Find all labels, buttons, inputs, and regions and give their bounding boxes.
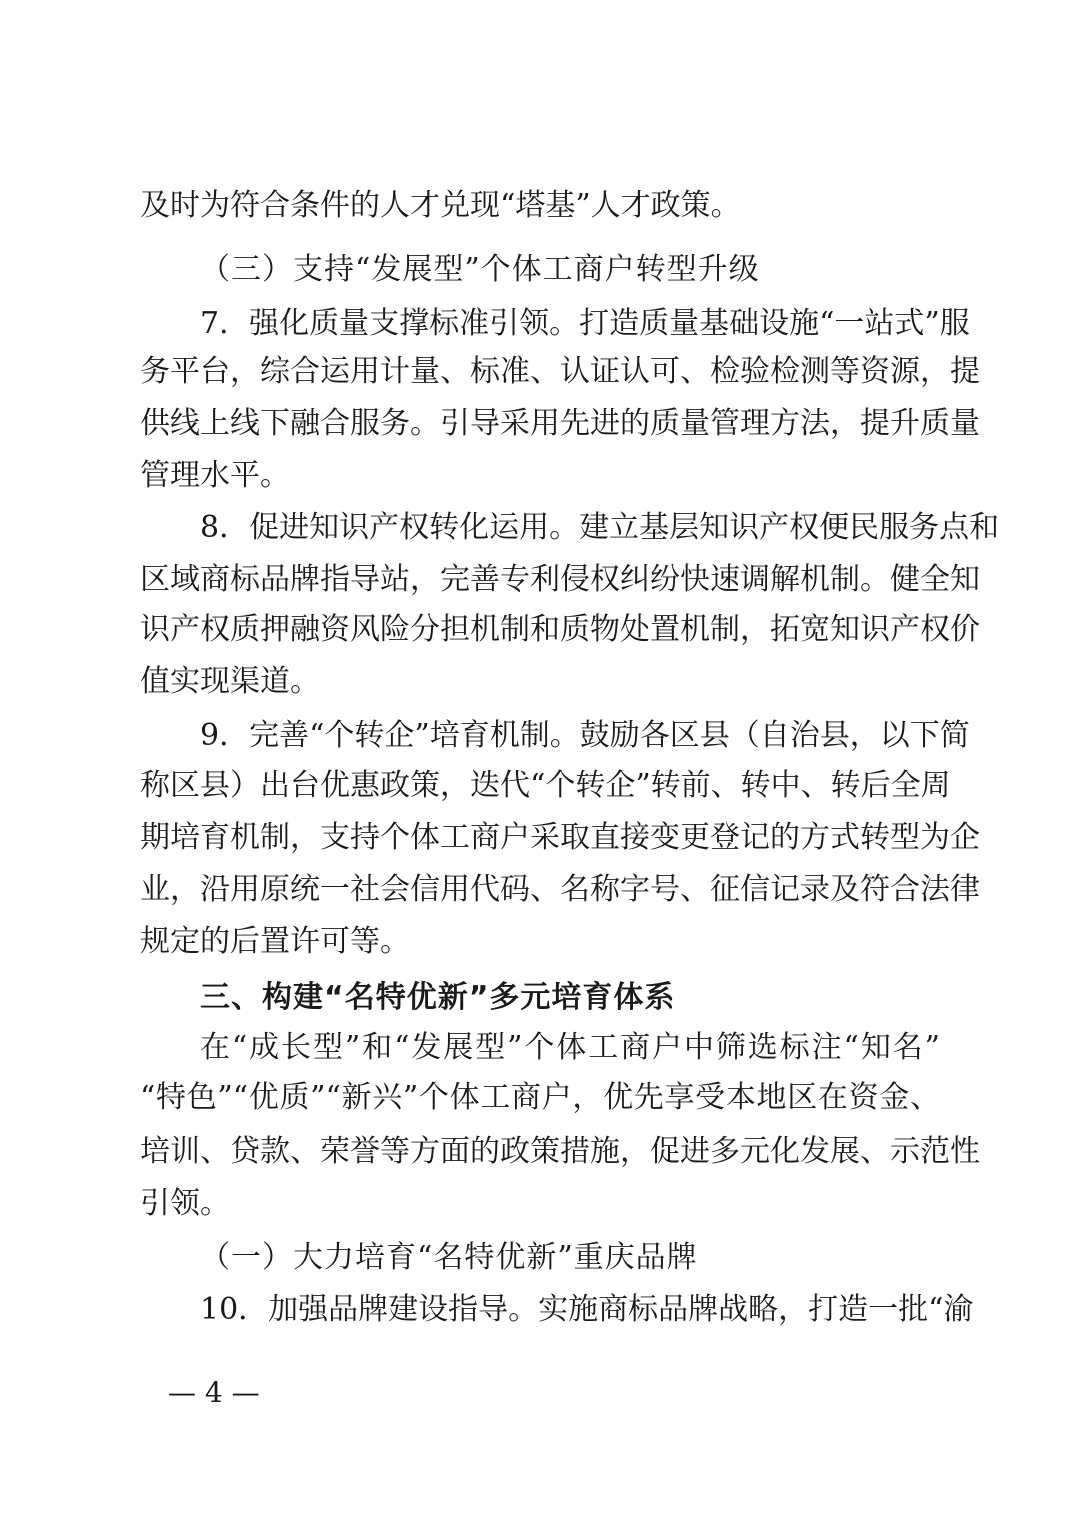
chapter-heading: 三、构建“名特优新”多元培育体系 <box>200 980 676 1015</box>
paragraph-line: 期培育机制，支持个体工商户采取直接变更登记的方式转型为企 <box>140 820 980 855</box>
text-line: 及时为符合条件的人才兑现“塔基”人才政策。 <box>140 188 741 223</box>
paragraph-line: 供线上线下融合服务。引导采用先进的质量管理方法，提升质量 <box>140 406 980 441</box>
paragraph-line: 区域商标品牌指导站，完善专利侵权纠纷快速调解机制。健全知 <box>140 562 980 597</box>
paragraph-line: 业，沿用原统一社会信用代码、名称字号、征信记录及符合法律 <box>140 872 980 907</box>
paragraph-line: 8．促进知识产权转化运用。建立基层知识产权便民服务点和 <box>200 510 1000 545</box>
paragraph-line: 规定的后置许可等。 <box>140 924 410 959</box>
paragraph-line: 称区县）出台优惠政策，迭代“个转企”转前、转中、转后全周 <box>140 768 951 803</box>
paragraph-line: 值实现渠道。 <box>140 664 320 699</box>
section-heading: （三）支持“发展型”个体工商户转型升级 <box>200 252 760 287</box>
page-number: — 4 — <box>168 1376 260 1409</box>
paragraph-line: 10．加强品牌建设指导。实施商标品牌战略，打造一批“渝 <box>200 1292 974 1327</box>
paragraph-line: 在“成长型”和“发展型”个体工商户中筛选标注“知名” <box>200 1030 940 1065</box>
paragraph-line: 管理水平。 <box>140 458 290 493</box>
paragraph-line: “特色”“优质”“新兴”个体工商户，优先享受本地区在资金、 <box>140 1080 940 1115</box>
paragraph-line: 引领。 <box>140 1186 230 1221</box>
paragraph-line: 9．完善“个转企”培育机制。鼓励各区县（自治县，以下简 <box>200 718 970 753</box>
paragraph-line: 7．强化质量支撑标准引领。打造质量基础设施“一站式”服 <box>200 306 970 341</box>
paragraph-line: 培训、贷款、荣誉等方面的政策措施，促进多元化发展、示范性 <box>140 1134 980 1169</box>
paragraph-line: 识产权质押融资风险分担机制和质物处置机制，拓宽知识产权价 <box>140 612 980 647</box>
paragraph-line: 务平台，综合运用计量、标准、认证认可、检验检测等资源，提 <box>140 354 980 389</box>
section-heading: （一）大力培育“名特优新”重庆品牌 <box>200 1240 698 1275</box>
